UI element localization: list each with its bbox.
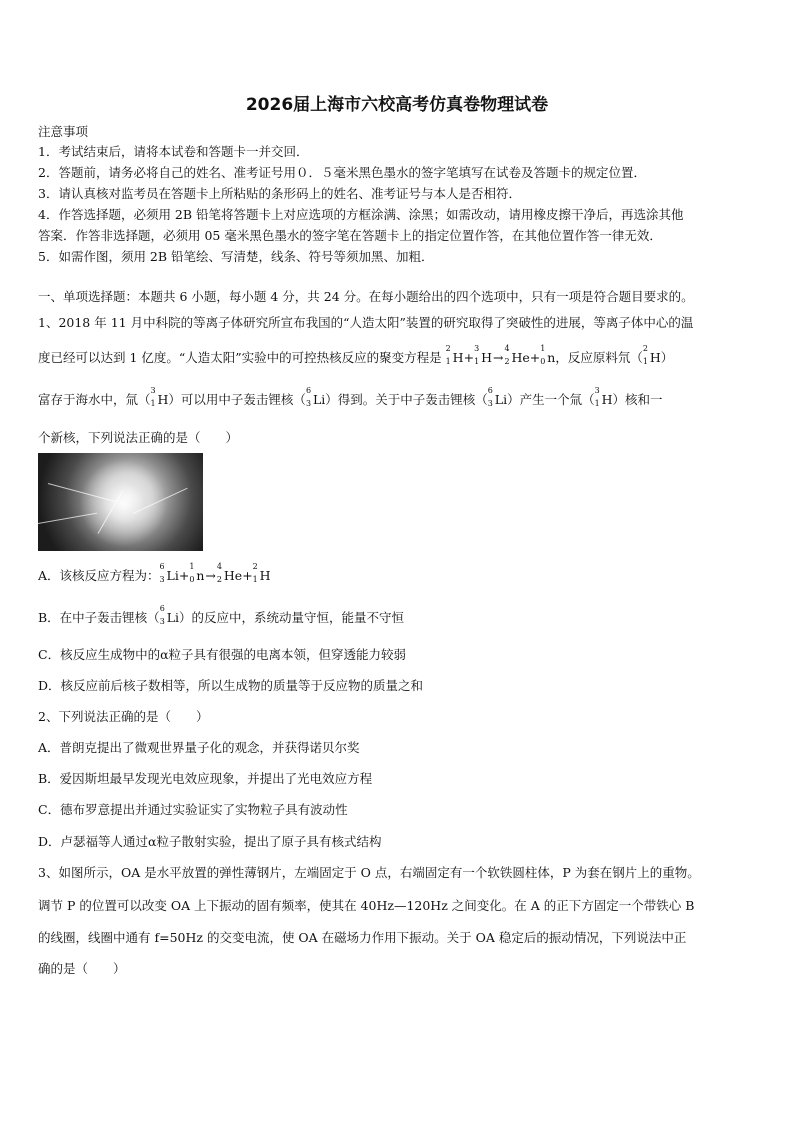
- nuclide-he4: 4 2 He: [504, 344, 530, 366]
- question-1-stem: 1、2018 年 11 月中科院的等离子体研究所宣布我国的“人造太阳”装置的研究取得了突破性的进展，等离子体中心的温: [38, 315, 694, 330]
- text: ）得到。关于中子轰击锂核（: [325, 392, 488, 407]
- nuclide-h3: 3 1 H: [594, 386, 613, 408]
- notice-item: 4．作答选择题，必须用 2B 铅笔将答题卡上对应选项的方框涂满、涂黑；如需改动，请用橡皮擦干净后，再选涂其他: [38, 207, 684, 222]
- nuclide-li6: 6 3 Li: [305, 386, 326, 408]
- nuclide-h3: 3 1 H: [150, 386, 169, 408]
- nuclide-n1: 1 0 n: [540, 344, 556, 366]
- notice-item: 答案．作答非选择题，必须用 05 毫米黑色墨水的签字笔在答题卡上的指定位置作答，在其他位置作答一律无效．: [38, 228, 662, 243]
- nuclide-li6: 6 3 Li: [159, 604, 179, 626]
- q1-option-b: [38, 604, 758, 626]
- text: 度已经可以达到 1 亿度。“人造太阳”实验中的可控热核反应的聚变方程是: [38, 350, 442, 365]
- question-1-stem: 度已经可以达到 1 亿度。“人造太阳”实验中的可控热核反应的聚变方程是 2 1 H+ 3 1 H→ 4 2 He+ 1 0 n，反应原料氘（ 2 1 H）: [38, 344, 674, 366]
- text: B．在中子轰击锂核（: [38, 610, 160, 625]
- text: A．该核反应方程为：: [38, 568, 160, 583]
- q1-option-c: C．核反应生成物中的α粒子具有很强的电离本领，但穿透能力较弱: [38, 647, 407, 662]
- notice-item: 5．如需作图，须用 2B 铅笔绘、写清楚，线条、符号等须加黑、加粗．: [38, 249, 434, 264]
- plasma-photo: [38, 453, 203, 551]
- notice-heading: 注意事项: [38, 124, 89, 139]
- notice-item: 1．考试结束后，请将本试卷和答题卡一并交回．: [38, 144, 309, 159]
- text: ）的反应中，系统动量守恒，能量不守恒: [179, 610, 405, 625]
- q1-option-a: A．该核反应方程为： 6 3 Li+ 1 0 n→ 4 2 He+ 2 1 H: [38, 562, 271, 584]
- text: 富存于海水中，氚（: [38, 392, 151, 407]
- q2-option-c: C．德布罗意提出并通过实验证实了实物粒子具有波动性: [38, 802, 348, 817]
- nuclide-h2: 2 1 H: [642, 344, 661, 366]
- notice-item: 2．答题前，请务必将自己的姓名、准考证号用０．５毫米黑色墨水的签字笔填写在试卷及答题卡的规定位置．: [38, 165, 646, 180]
- text: ）产生一个氚（: [507, 392, 595, 407]
- text: ）核和一: [612, 392, 663, 407]
- q2-option-b: B．爱因斯坦最早发现光电效应现象，并提出了光电效应方程: [38, 771, 373, 786]
- question-3-stem: 确的是（ ）: [38, 961, 126, 976]
- q2-option-a: A．普朗克提出了微观世界量子化的观念，并获得诺贝尔奖: [38, 740, 360, 755]
- nuclide-h2: 2 1 H: [252, 562, 271, 584]
- q2-option-d: D．卢瑟福等人通过α粒子散射实验，提出了原子具有核式结构: [38, 834, 382, 849]
- question-3-stem: 的线圈，线圈中通有 f=50Hz 的交变电流，使 OA 在磁场力作用下振动。关于 OA 稳定后的振动情况，下列说法中正: [38, 930, 687, 945]
- nuclide-li6: 6 3 Li: [159, 562, 179, 584]
- question-1-stem: [38, 386, 758, 408]
- nuclide-n1: 1 0 n: [189, 562, 205, 584]
- arrow-icon: →: [205, 568, 216, 583]
- question-3-stem: 调节 P 的位置可以改变 OA 上下振动的固有频率，使其在 40Hz—120Hz 之间变化。在 A 的正下方固定一个带铁心 B: [38, 898, 695, 913]
- q1-option-d: D．核反应前后核子数相等，所以生成物的质量等于反应物的质量之和: [38, 678, 424, 693]
- arrow-icon: →: [492, 350, 504, 365]
- nuclide-li6: 6 3 Li: [487, 386, 508, 408]
- page-title: 2026届上海市六校高考仿真卷物理试卷: [245, 95, 549, 115]
- question-3-stem: 3、如图所示，OA 是水平放置的弹性薄钢片，左端固定于 O 点，右端固定有一个软铁圆柱体，P 为套在钢片上的重物。: [38, 865, 700, 880]
- section-heading: 一、单项选择题：本题共 6 小题，每小题 4 分，共 24 分。在每小题给出的四个选项中，只有一项是符合题目要求的。: [38, 289, 694, 304]
- nuclide-h2: 2 1 H: [445, 344, 464, 366]
- question-2-stem: 2、下列说法正确的是（ ）: [38, 709, 209, 724]
- text: ，反应原料氘（: [555, 350, 643, 365]
- question-1-stem: 个新核，下列说法正确的是（ ）: [38, 430, 239, 445]
- nuclide-h3: 3 1 H: [474, 344, 492, 366]
- notice-item: 3．请认真核对监考员在答题卡上所粘贴的条形码上的姓名、准考证号与本人是否相符．: [38, 186, 521, 201]
- text: ）可以用中子轰击锂核（: [168, 392, 306, 407]
- text: ）: [660, 350, 674, 365]
- nuclide-he4: 4 2 He: [216, 562, 243, 584]
